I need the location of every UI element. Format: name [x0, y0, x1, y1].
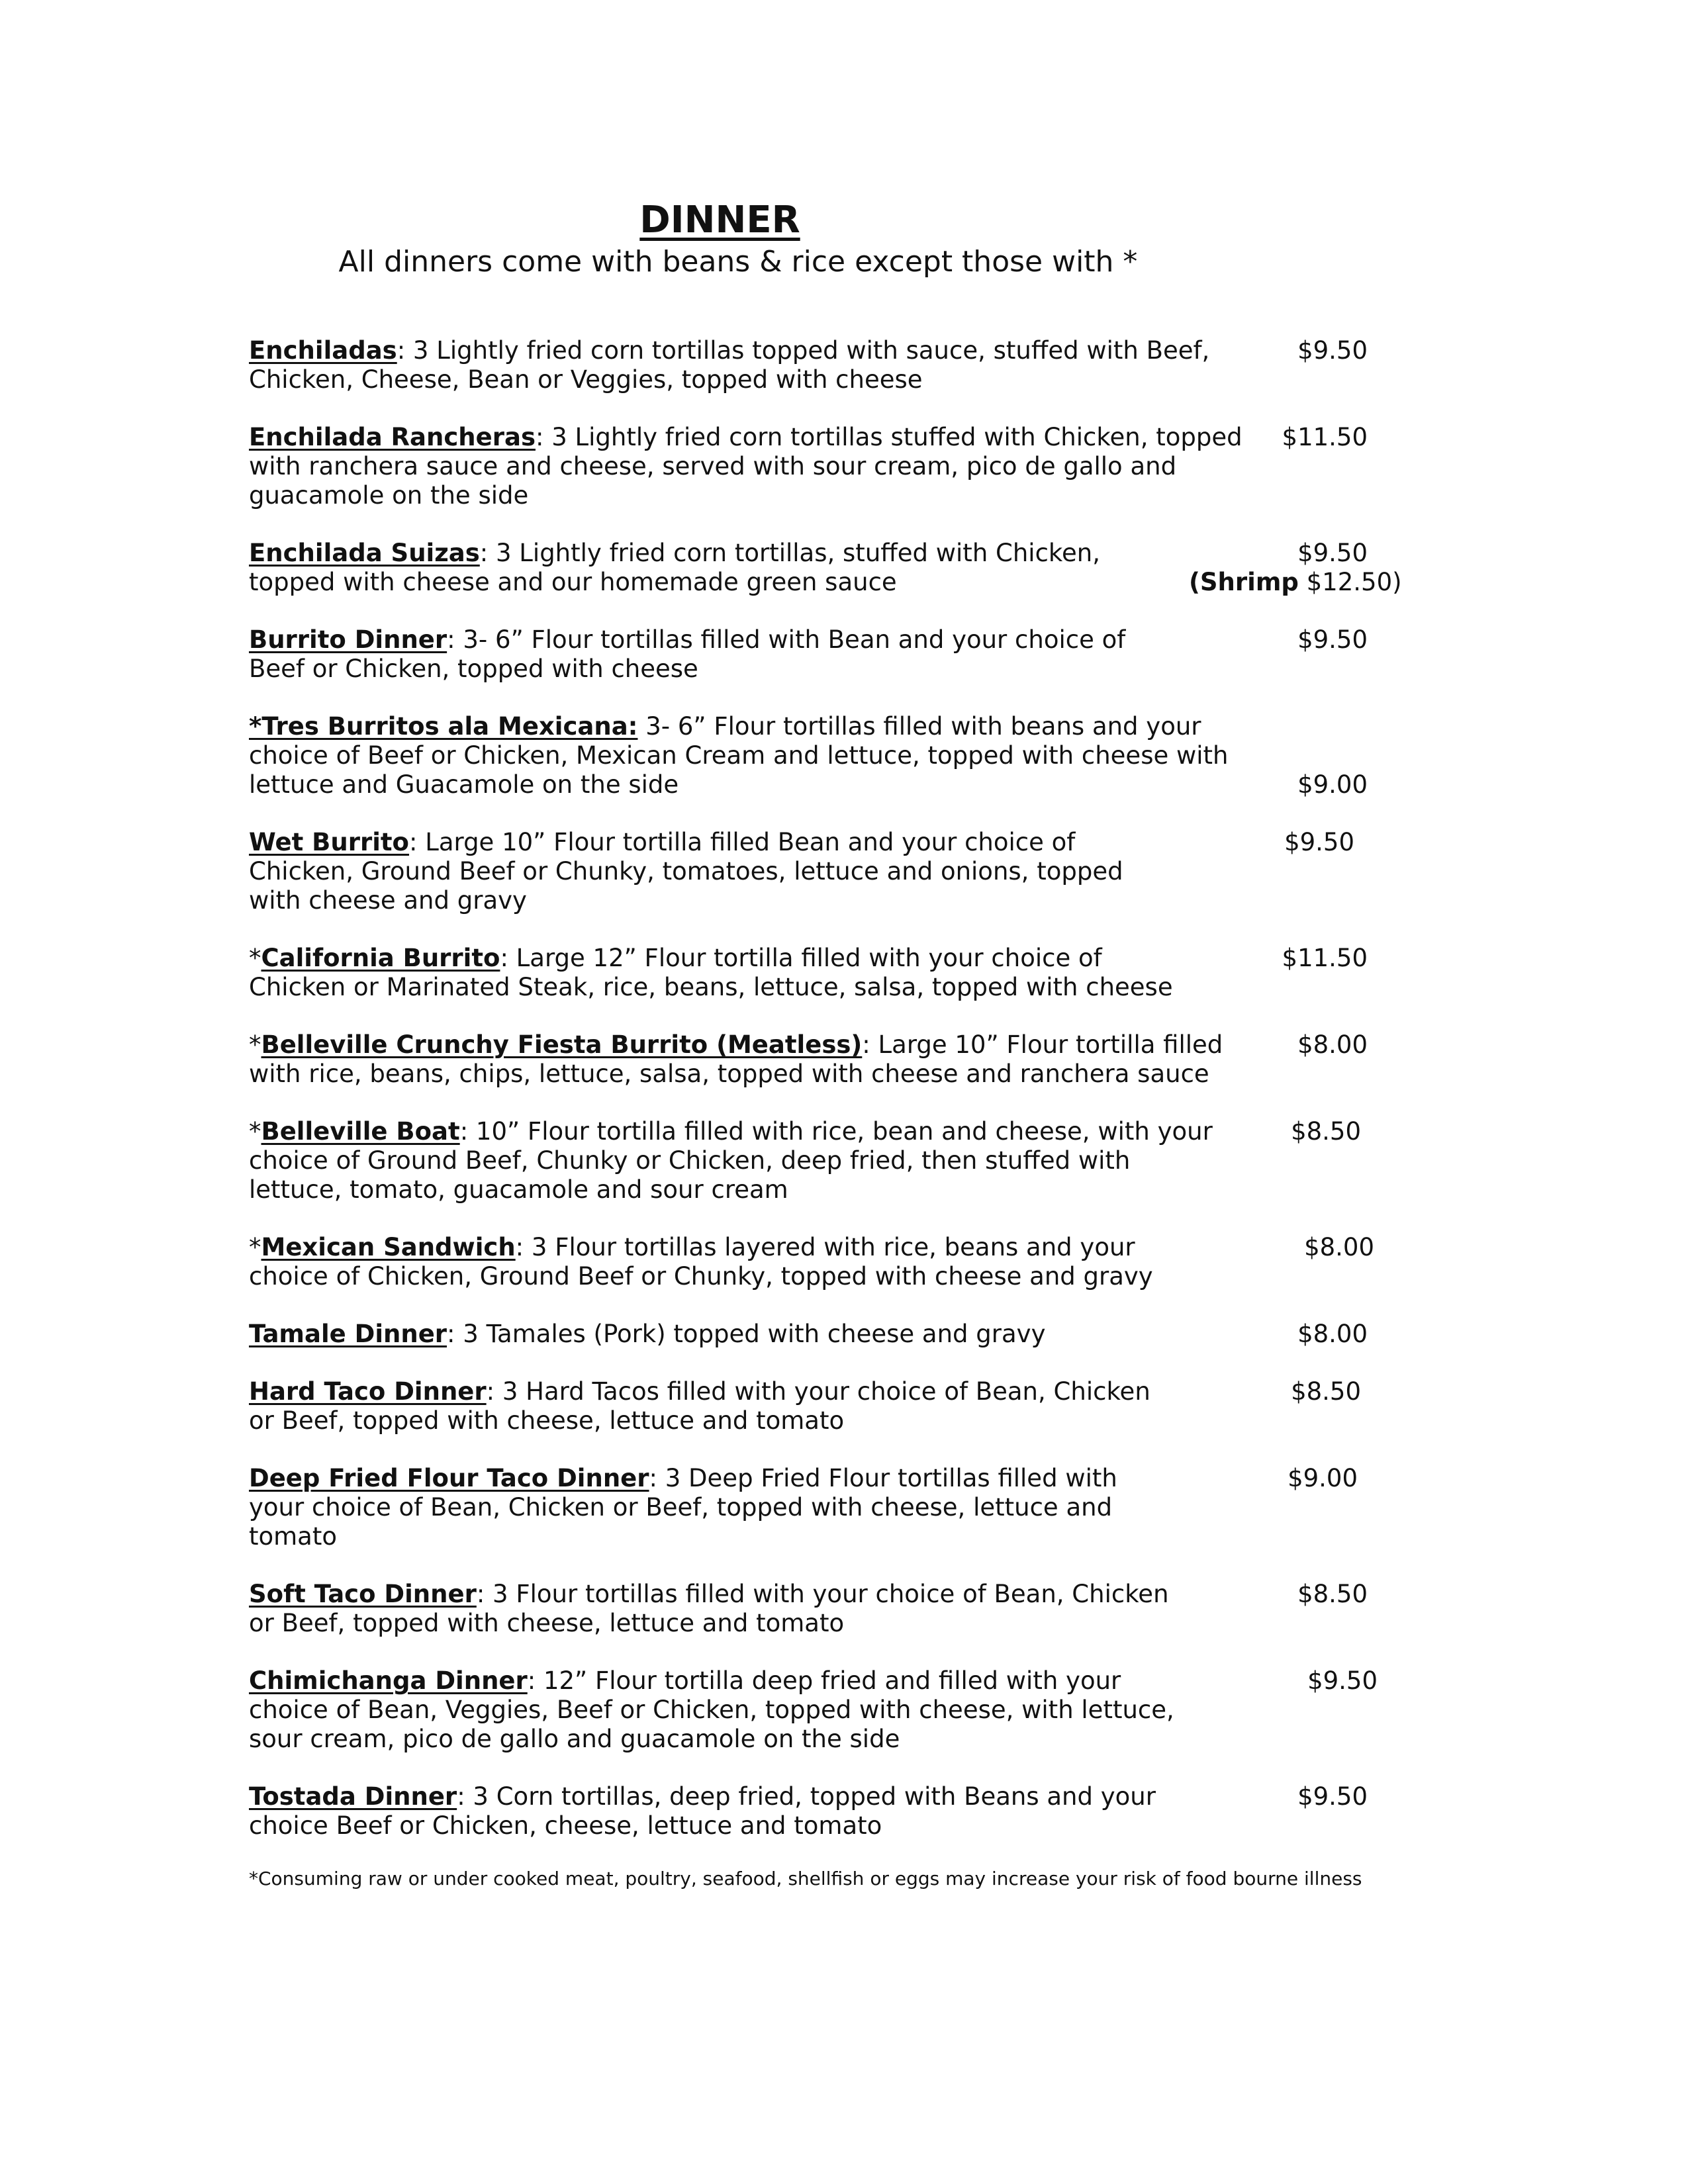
item-price: $8.50: [1291, 1377, 1361, 1406]
menu-item-belleville-crunchy: *Belleville Crunchy Fiesta Burrito (Meatless): Large 10” Flour tortilla filled with rice, beans, chips, lettuce, salsa, topped with cheese and ranchera sauce $8.00: [249, 1030, 1368, 1088]
item-description: 3 Deep Fried Flour tortillas filled with your choice of Bean, Chicken or Beef, topped with cheese, lettuce and tomato: [249, 1464, 1117, 1551]
menu-item-deep-fried-flour-taco: Deep Fried Flour Taco Dinner: 3 Deep Fried Flour tortillas filled with your choice of Bean, Chicken or Beef, topped with cheese, lettuce and tomato $9.00: [249, 1464, 1358, 1551]
item-name: Tamale Dinner: [249, 1320, 447, 1348]
menu-item-wet-burrito: Wet Burrito: Large 10” Flour tortilla filled Bean and your choice of Chicken, Ground Beef or Chunky, tomatoes, lettuce and onions, topped with cheese and gravy $9.50: [249, 828, 1354, 915]
item-price: $8.00: [1304, 1233, 1374, 1261]
menu-item-enchilada-rancheras: Enchilada Rancheras: 3 Lightly fried corn tortillas stuffed with Chicken, topped with ranchera sauce and cheese, served with sour cream, pico de gallo and guacamole on the side $11.50: [249, 423, 1368, 510]
item-price: $9.00: [1297, 770, 1368, 799]
item-price: $9.50: [1297, 336, 1368, 365]
item-name: Belleville Crunchy Fiesta Burrito (Meatless): [261, 1030, 863, 1059]
page-title: DINNER: [639, 199, 800, 242]
menu-item-tamale-dinner: Tamale Dinner: 3 Tamales (Pork) topped with cheese and gravy $8.00: [249, 1320, 1368, 1348]
menu-item-tostada-dinner: Tostada Dinner: 3 Corn tortillas, deep fried, topped with Beans and your choice Beef or Chicken, cheese, lettuce and tomato $9.50: [249, 1782, 1368, 1840]
item-name: Deep Fried Flour Taco Dinner: [249, 1464, 649, 1492]
menu-list: [249, 336, 1440, 1869]
page-subtitle: All dinners come with beans & rice except those with *: [338, 245, 1138, 279]
menu-item-tres-burritos: [249, 712, 1440, 799]
item-description: 10” Flour tortilla filled with rice, bean and cheese, with your choice of Ground Beef, Chunky or Chicken, deep fried, then stuffed with lettuce, tomato, guacamole and sour cream: [249, 1117, 1213, 1204]
item-description: 3 Tamales (Pork) topped with cheese and gravy: [455, 1320, 1046, 1348]
item-description: Large 10” Flour tortilla filled with rice, beans, chips, lettuce, salsa, topped with cheese and ranchera sauce: [249, 1030, 1223, 1088]
item-price: $9.50: [1307, 1666, 1378, 1695]
food-safety-footnote: *Consuming raw or under cooked meat, poultry, seafood, shellfish or eggs may increase your risk of food bourne illness: [249, 1868, 1362, 1889]
menu-item-enchiladas: Enchiladas: 3 Lightly fried corn tortillas topped with sauce, stuffed with Beef, Chicken, Cheese, Bean or Veggies, topped with cheese $9.50: [249, 336, 1368, 394]
item-price: $8.50: [1297, 1580, 1368, 1608]
item-name: Wet Burrito: [249, 828, 409, 856]
item-description: 3 Corn tortillas, deep fried, topped with Beans and your choice Beef or Chicken, cheese, lettuce and tomato: [249, 1782, 1156, 1840]
menu-item-california-burrito: *California Burrito: Large 12” Flour tortilla filled with your choice of Chicken or Marinated Steak, rice, beans, lettuce, salsa, topped with cheese $11.50: [249, 944, 1368, 1001]
item-name: Belleville Boat: [261, 1117, 460, 1146]
shrimp-price-note: (Shrimp $12.50): [1189, 568, 1402, 596]
item-name: Enchilada Rancheras: [249, 423, 536, 451]
item-price: $8.00: [1297, 1030, 1368, 1059]
item-name: Enchilada Suizas: [249, 539, 480, 567]
item-price: $9.50: [1297, 1782, 1368, 1811]
item-name: Enchiladas: [249, 336, 397, 365]
item-name: Tostada Dinner: [249, 1782, 457, 1811]
item-description: 3- 6” Flour tortillas filled with Bean and your choice of Beef or Chicken, topped with cheese: [249, 625, 1126, 683]
menu-item-burrito-dinner: Burrito Dinner: 3- 6” Flour tortillas filled with Bean and your choice of Beef or Chicken, topped with cheese $9.50: [249, 625, 1368, 683]
item-price: $9.50: [1297, 625, 1368, 654]
item-description: 3 Flour tortillas layered with rice, beans and your choice of Chicken, Ground Beef or Chunky, topped with cheese and gravy: [249, 1233, 1153, 1291]
item-price: $9.50: [1284, 828, 1354, 856]
item-price: $8.50: [1291, 1117, 1361, 1146]
item-price: $9.50: [1297, 539, 1368, 567]
item-description: Large 10” Flour tortilla filled Bean and your choice of Chicken, Ground Beef or Chunky, tomatoes, lettuce and onions, topped with cheese and gravy: [249, 828, 1123, 915]
item-name: California Burrito: [261, 944, 500, 972]
menu-item-hard-taco-dinner: Hard Taco Dinner: 3 Hard Tacos filled with your choice of Bean, Chicken or Beef, topped with cheese, lettuce and tomato $8.50: [249, 1377, 1361, 1435]
item-description: 3 Lightly fried corn tortillas stuffed with Chicken, topped with ranchera sauce and cheese, served with sour cream, pico de gallo and guacamole on the side: [249, 423, 1243, 510]
item-price: $9.00: [1288, 1464, 1358, 1492]
item-name: Soft Taco Dinner: [249, 1580, 477, 1608]
item-name: Chimichanga Dinner: [249, 1666, 528, 1695]
item-name: Mexican Sandwich: [261, 1233, 516, 1261]
item-description: 3 Lightly fried corn tortillas topped with sauce, stuffed with Beef, Chicken, Cheese, Bean or Veggies, topped with cheese: [249, 336, 1210, 394]
item-price: $11.50: [1282, 944, 1368, 972]
item-name: *Tres Burritos ala Mexicana:: [249, 712, 638, 741]
item-description: 12” Flour tortilla deep fried and filled with your choice of Bean, Veggies, Beef or Chicken, topped with cheese, with lettuce, sour cream, pico de gallo and guacamole on the side: [249, 1666, 1174, 1753]
item-name: Burrito Dinner: [249, 625, 447, 654]
menu-item-chimichanga-dinner: Chimichanga Dinner: 12” Flour tortilla deep fried and filled with your choice of Bean, Veggies, Beef or Chicken, topped with cheese, with lettuce, sour cream, pico de gallo and guacamole on the side $9.50: [249, 1666, 1378, 1753]
menu-item-soft-taco-dinner: Soft Taco Dinner: 3 Flour tortillas filled with your choice of Bean, Chicken or Beef, topped with cheese, lettuce and tomato $8.50: [249, 1580, 1368, 1637]
item-name: Hard Taco Dinner: [249, 1377, 487, 1406]
item-price: $11.50: [1282, 423, 1368, 451]
menu-item-enchilada-suizas: Enchilada Suizas: 3 Lightly fried corn tortillas, stuffed with Chicken, topped with cheese and our homemade green sauce $9.50 (Shrimp $12.50): [249, 539, 1402, 596]
item-description: 3 Hard Tacos filled with your choice of Bean, Chicken or Beef, topped with cheese, lettuce and tomato: [249, 1377, 1150, 1435]
item-description: Large 12” Flour tortilla filled with your choice of Chicken or Marinated Steak, rice, beans, lettuce, salsa, topped with cheese: [249, 944, 1173, 1001]
item-description: 3- 6” Flour tortillas filled with beans and your choice of Beef or Chicken, Mexican Cream and lettuce, topped with cheese with lettuce and Guacamole on the side: [249, 712, 1229, 799]
item-description: 3 Flour tortillas filled with your choice of Bean, Chicken or Beef, topped with cheese, lettuce and tomato: [249, 1580, 1169, 1637]
item-price: $8.00: [1297, 1320, 1368, 1348]
menu-item-belleville-boat: *Belleville Boat: 10” Flour tortilla filled with rice, bean and cheese, with your choice of Ground Beef, Chunky or Chicken, deep fried, then stuffed with lettuce, tomato, guacamole and sour cream $8.50: [249, 1117, 1361, 1204]
item-description: 3 Lightly fried corn tortillas, stuffed with Chicken, topped with cheese and our homemade green sauce: [249, 539, 1101, 596]
menu-item-mexican-sandwich: *Mexican Sandwich: 3 Flour tortillas layered with rice, beans and your choice of Chicken, Ground Beef or Chunky, topped with cheese and gravy $8.00: [249, 1233, 1374, 1291]
